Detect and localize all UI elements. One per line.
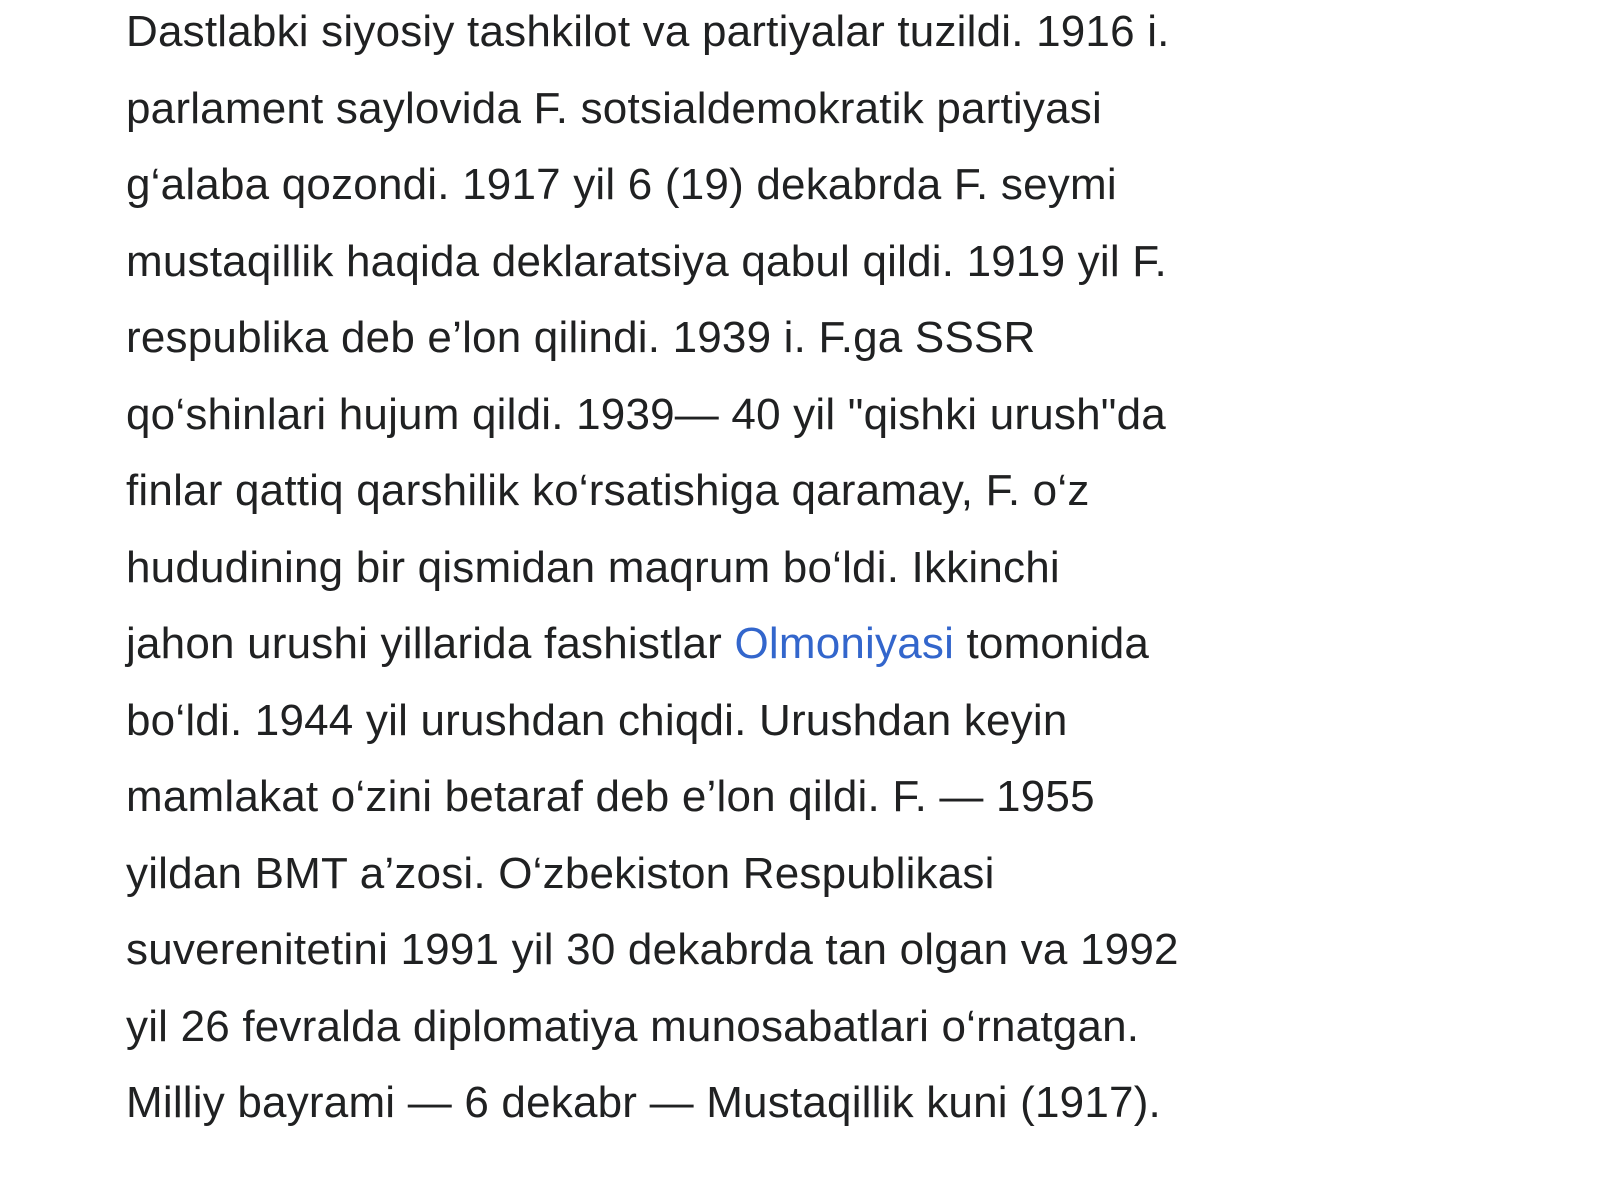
paragraph-line: parlament saylovida F. sotsialdemokratik partiyasi xyxy=(126,83,1102,133)
paragraph-line: Milliy bayrami — 6 dekabr — Mustaqillik kuni (1917). xyxy=(126,1078,1161,1127)
paragraph-line-with-link xyxy=(126,606,1426,683)
olmoniyasi-link[interactable]: Olmoniyasi xyxy=(734,619,955,668)
paragraph-line: mustaqillik haqida deklaratsiya qabul qildi. 1919 yil F. xyxy=(126,236,1167,286)
paragraph-text: jahon urushi yillarida fashistlar xyxy=(126,619,735,668)
paragraph-line: respublika deb e’lon qilindi. 1939 i. F.ga SSSR xyxy=(126,313,1036,362)
paragraph-line: bo‘ldi. 1944 yil urushdan chiqdi. Urushdan keyin xyxy=(126,695,1068,745)
paragraph-line: hududining bir qismidan maqrum bo‘ldi. Ikkinchi xyxy=(126,542,1060,592)
article-body xyxy=(126,0,1426,1142)
paragraph-line: mamlakat o‘zini betaraf deb e’lon qildi. F. — 1955 xyxy=(126,772,1095,821)
paragraph-line: g‘alaba qozondi. 1917 yil 6 (19) dekabrda F. seymi xyxy=(126,160,1117,209)
paragraph-line: qo‘shinlari hujum qildi. 1939— 40 yil "qishki urush"da xyxy=(126,389,1166,439)
paragraph-text: tomonida xyxy=(954,619,1150,668)
paragraph-line: yil 26 fevralda diplomatiya munosabatlari o‘rnatgan. xyxy=(126,1001,1140,1051)
paragraph-line: Dastlabki siyosiy tashkilot va partiyalar tuzildi. 1916 i. xyxy=(126,7,1170,56)
paragraph-line: yildan BMT a’zosi. O‘zbekiston Respublikasi xyxy=(126,848,995,898)
paragraph-line: finlar qattiq qarshilik ko‘rsatishiga qaramay, F. o‘z xyxy=(126,466,1090,515)
paragraph-line: suverenitetini 1991 yil 30 dekabrda tan olgan va 1992 xyxy=(126,925,1179,974)
